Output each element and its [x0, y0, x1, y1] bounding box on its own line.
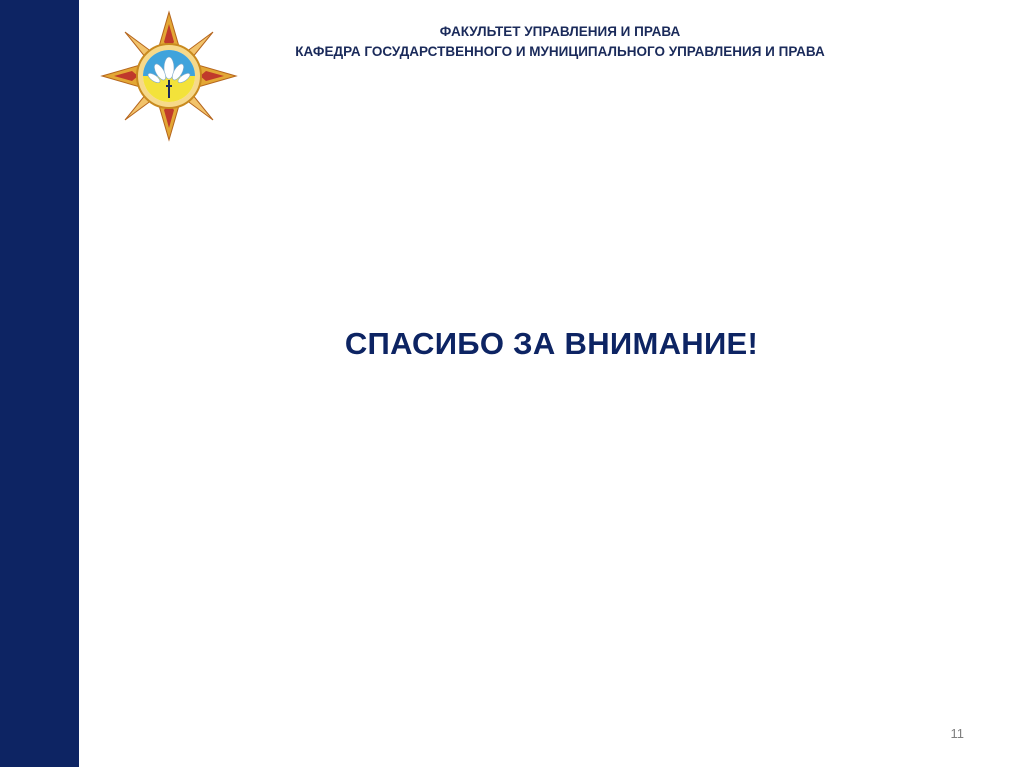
- left-color-band: [0, 0, 79, 767]
- page-number: 11: [950, 726, 964, 741]
- department-name: КАФЕДРА ГОСУДАРСТВЕННОГО И МУНИЦИПАЛЬНОГО УПРАВЛЕНИЯ И ПРАВА: [295, 44, 825, 59]
- faculty-name: ФАКУЛЬТЕТ УПРАВЛЕНИЯ И ПРАВА: [439, 24, 681, 39]
- university-emblem-icon: [100, 10, 238, 142]
- slide-title: СПАСИБО ЗА ВНИМАНИЕ!: [344, 326, 759, 361]
- slide-header: [240, 22, 880, 62]
